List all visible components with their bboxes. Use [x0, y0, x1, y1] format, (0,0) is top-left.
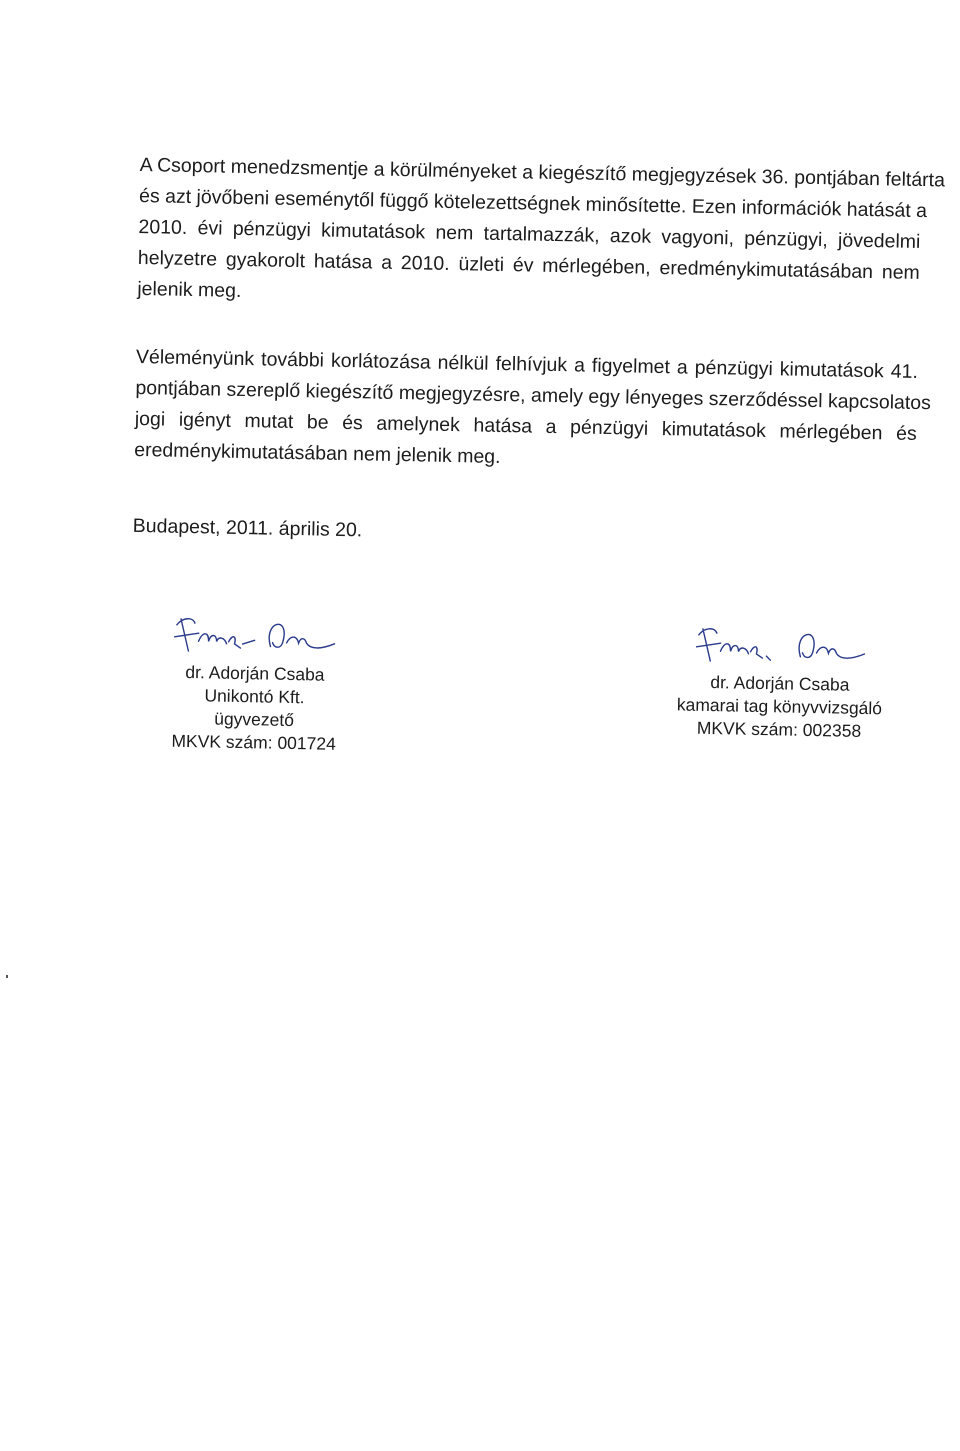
signatory-name: dr. Adorján Csaba: [710, 672, 850, 695]
paragraph-management-note: [137, 150, 946, 320]
paragraph-line: és azt jövőbeni eseménytől függő kötelezettségnek minősítette. Ezen információk hatását a: [138, 184, 928, 223]
paragraph-line: 2010. évi pénzügyi kimutatások nem tartalmazzák, azok vagyoni, pénzügyi, jövedelmi: [138, 215, 921, 253]
handwritten-signature-right: [690, 621, 871, 672]
paragraph-line: eredménykimutatásában nem jelenik meg.: [134, 438, 501, 468]
place-date-line: Budapest, 2011. április 20.: [132, 514, 363, 542]
paragraph-line: helyzetre gyakorolt hatása a 2010. üzleti év mérlegében, eredménykimutatásában nem: [137, 246, 920, 284]
paragraph-line: pontjában szereplő kiegészítő megjegyzésre, amely egy lényeges szerződéssel kapcsolatos: [135, 376, 932, 415]
signature-block-right: [649, 620, 911, 744]
signatory-registration: MKVK szám: 001724: [171, 730, 337, 754]
paragraph-line: jelenik meg.: [137, 277, 242, 302]
signatory-registration: MKVK szám: 002358: [696, 717, 862, 741]
signatory-role: ügyvezető: [214, 708, 295, 731]
signatory-role: kamarai tag könyvvizsgáló: [676, 694, 883, 719]
paragraph-opinion-emphasis: [134, 342, 932, 481]
paragraph-line: jogi igényt mutat be és amelynek hatása a pénzügyi kimutatások mérlegében és: [134, 407, 917, 445]
signatory-name: dr. Adorján Csaba: [185, 661, 325, 685]
signatory-company: Unikontó Kft.: [204, 685, 305, 708]
handwritten-signature-left: [170, 611, 341, 662]
paragraph-line: A Csoport menedzsmentje a körülményeket a kiegészítő megjegyzések 36. pontjában feltárta: [139, 153, 946, 192]
signature-block-left: [148, 610, 361, 756]
document-content: [132, 150, 946, 754]
scan-speck: [6, 975, 8, 978]
paragraph-line: Véleményünk további korlátozása nélkül felhívjuk a figyelmet a pénzügyi kimutatások 41.: [135, 345, 919, 383]
